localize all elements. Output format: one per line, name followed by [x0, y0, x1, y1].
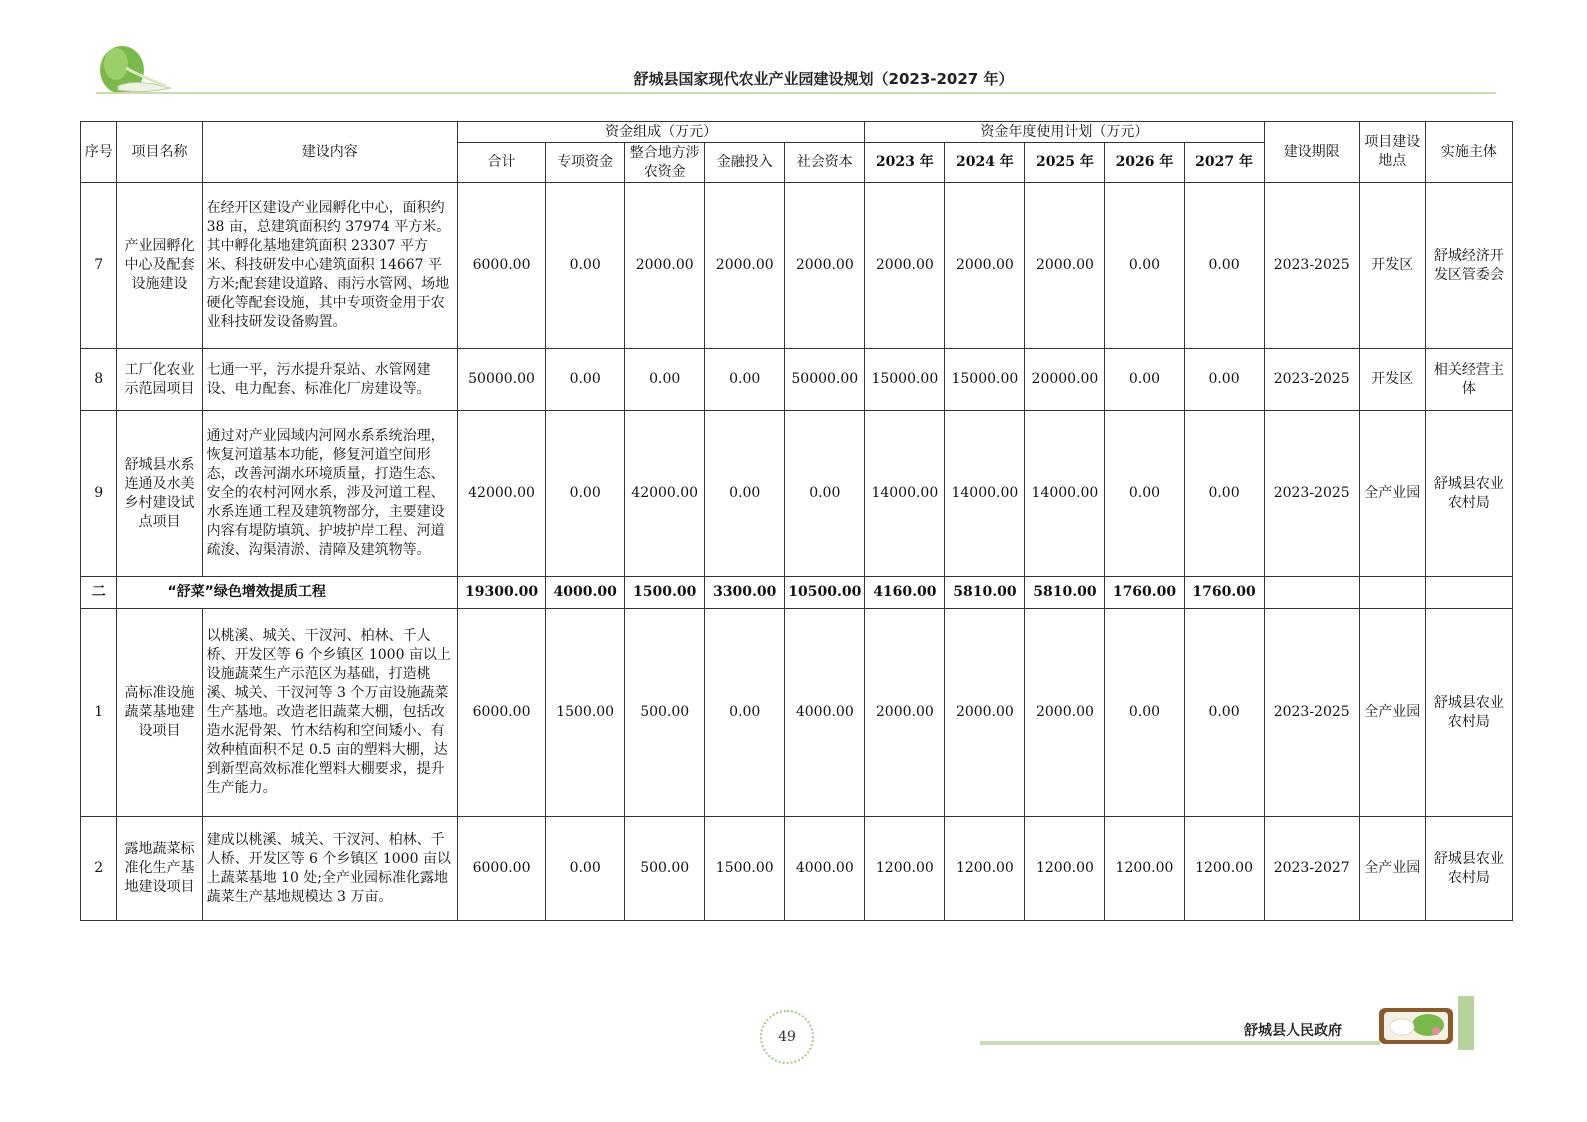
row-owner: 相关经营主体 — [1425, 349, 1512, 411]
row-value: 1200.00 — [865, 817, 945, 921]
row-value: 42000.00 — [457, 411, 545, 577]
row-period: 2023-2025 — [1264, 349, 1359, 411]
year-col-header: 2023 年 — [865, 143, 945, 183]
table-row — [81, 817, 1513, 921]
header-divider — [96, 92, 1496, 94]
row-content: 以桃溪、城关、干汊河、柏林、千人桥、开发区等 6 个乡镇区 1000 亩以上设施蔬菜生产示范区为基础，打造桃溪、城关、干汊河等 3 个万亩设施蔬菜生产基地。改造老旧蔬菜大棚，包括改造水泥骨架、竹木结构和空间矮小、有效种植面积不足 0.5 亩的塑料大棚，达到新型高效标准化塑料大棚要求，提升生产能力。 — [202, 609, 457, 817]
row-seq: 2 — [81, 817, 117, 921]
row-value: 0.00 — [546, 349, 625, 411]
row-value: 4000.00 — [785, 817, 865, 921]
row-period: 2023-2027 — [1264, 817, 1359, 921]
row-owner: 舒城县农业农村局 — [1425, 817, 1512, 921]
row-name: 工厂化农业示范园项目 — [117, 349, 202, 411]
row-content: 建成以桃溪、城关、干汊河、柏林、千人桥、开发区等 6 个乡镇区 1000 亩以上蔬菜基地 10 处;全产业园标准化露地蔬菜生产基地规模达 3 万亩。 — [202, 817, 457, 921]
year-col-header: 2025 年 — [1025, 143, 1105, 183]
fund-group-header: 资金组成（万元） — [457, 122, 864, 143]
row-value: 50000.00 — [457, 349, 545, 411]
row-owner: 舒城经济开发区管委会 — [1425, 183, 1512, 349]
row-value: 15000.00 — [945, 349, 1025, 411]
year-col-header: 2026 年 — [1105, 143, 1184, 183]
section-empty — [1425, 577, 1512, 609]
col-seq-header: 序号 — [81, 122, 117, 183]
row-value: 0.00 — [1184, 183, 1264, 349]
row-value: 2000.00 — [1025, 609, 1105, 817]
section-title: “舒菜”绿色增效提质工程 — [117, 577, 458, 609]
row-seq: 9 — [81, 411, 117, 577]
row-value: 0.00 — [1105, 609, 1184, 817]
row-name: 露地蔬菜标准化生产基地建设项目 — [117, 817, 202, 921]
section-value: 1760.00 — [1105, 577, 1184, 609]
row-owner: 舒城县农业农村局 — [1425, 609, 1512, 817]
section-value: 4160.00 — [865, 577, 945, 609]
section-row — [81, 577, 1513, 609]
year-col-header: 2027 年 — [1184, 143, 1264, 183]
row-location: 全产业园 — [1359, 817, 1425, 921]
row-value: 0.00 — [1105, 411, 1184, 577]
row-value: 20000.00 — [1025, 349, 1105, 411]
footer-divider — [980, 1041, 1380, 1045]
fund-col-header: 社会资本 — [785, 143, 865, 183]
row-value: 6000.00 — [457, 609, 545, 817]
row-value: 4000.00 — [785, 609, 865, 817]
section-value: 5810.00 — [1025, 577, 1105, 609]
row-value: 1200.00 — [1184, 817, 1264, 921]
section-value: 1500.00 — [625, 577, 705, 609]
row-value: 500.00 — [625, 609, 705, 817]
row-seq: 8 — [81, 349, 117, 411]
row-value: 1200.00 — [1025, 817, 1105, 921]
row-value: 0.00 — [546, 411, 625, 577]
table-row — [81, 183, 1513, 349]
row-value: 0.00 — [785, 411, 865, 577]
row-owner: 舒城县农业农村局 — [1425, 411, 1512, 577]
row-value: 0.00 — [625, 349, 705, 411]
row-period: 2023-2025 — [1264, 411, 1359, 577]
col-owner-header: 实施主体 — [1425, 122, 1512, 183]
row-value: 2000.00 — [1025, 183, 1105, 349]
fund-col-header: 整合地方涉农资金 — [625, 143, 705, 183]
fund-col-header: 专项资金 — [546, 143, 625, 183]
row-value: 42000.00 — [625, 411, 705, 577]
row-value: 2000.00 — [785, 183, 865, 349]
section-value: 19300.00 — [457, 577, 545, 609]
row-value: 6000.00 — [457, 817, 545, 921]
row-value: 0.00 — [705, 349, 785, 411]
section-value: 10500.00 — [785, 577, 865, 609]
row-location: 开发区 — [1359, 183, 1425, 349]
section-value: 4000.00 — [546, 577, 625, 609]
row-location: 全产业园 — [1359, 411, 1425, 577]
row-value: 0.00 — [1105, 349, 1184, 411]
row-value: 14000.00 — [945, 411, 1025, 577]
row-seq: 1 — [81, 609, 117, 817]
row-value: 0.00 — [546, 183, 625, 349]
year-col-header: 2024 年 — [945, 143, 1025, 183]
page-number: 49 — [760, 1010, 814, 1064]
row-value: 2000.00 — [865, 609, 945, 817]
row-location: 全产业园 — [1359, 609, 1425, 817]
year-group-header: 资金年度使用计划（万元） — [865, 122, 1264, 143]
row-value: 0.00 — [1105, 183, 1184, 349]
section-empty — [1264, 577, 1359, 609]
row-value: 2000.00 — [625, 183, 705, 349]
row-value: 1200.00 — [1105, 817, 1184, 921]
section-empty — [1359, 577, 1425, 609]
row-name: 舒城县水系连通及水美乡村建设试点项目 — [117, 411, 202, 577]
row-value: 0.00 — [705, 609, 785, 817]
footer-accent-bar — [1458, 996, 1474, 1050]
section-value: 5810.00 — [945, 577, 1025, 609]
table-row — [81, 411, 1513, 577]
table-row — [81, 349, 1513, 411]
row-value: 15000.00 — [865, 349, 945, 411]
row-name: 产业园孵化中心及配套设施建设 — [117, 183, 202, 349]
row-value: 1500.00 — [705, 817, 785, 921]
row-value: 6000.00 — [457, 183, 545, 349]
section-value: 1760.00 — [1184, 577, 1264, 609]
row-location: 开发区 — [1359, 349, 1425, 411]
row-value: 14000.00 — [1025, 411, 1105, 577]
row-value: 50000.00 — [785, 349, 865, 411]
row-value: 0.00 — [1184, 349, 1264, 411]
col-name-header: 项目名称 — [117, 122, 202, 183]
row-content: 在经开区建设产业园孵化中心，面积约 38 亩，总建筑面积约 37974 平方米。其中孵化基地建筑面积 23307 平方米、科技研发中心建筑面积 14667 平方米;配套建设道路、雨污水管网、场地硬化等配套设施，其中专项资金用于农业科技研发设备购置。 — [202, 183, 457, 349]
row-value: 2000.00 — [945, 609, 1025, 817]
row-value: 2000.00 — [945, 183, 1025, 349]
row-content: 通过对产业园域内河网水系系统治理，恢复河道基本功能，修复河道空间形态，改善河湖水环境质量，打造生态、安全的农村河网水系，涉及河道工程、水系连通工程及建筑物部分，主要建设内容有堤防填筑、护坡护岸工程、河道疏浚、沟渠清淤、清障及建筑物等。 — [202, 411, 457, 577]
row-value: 500.00 — [625, 817, 705, 921]
project-table — [80, 121, 1513, 921]
row-value: 2000.00 — [865, 183, 945, 349]
fund-col-header: 金融投入 — [705, 143, 785, 183]
row-value: 2000.00 — [705, 183, 785, 349]
row-value: 0.00 — [1184, 609, 1264, 817]
row-period: 2023-2025 — [1264, 609, 1359, 817]
row-value: 0.00 — [546, 817, 625, 921]
col-location-header: 项目建设地点 — [1359, 122, 1425, 183]
col-content-header: 建设内容 — [202, 122, 457, 183]
row-period: 2023-2025 — [1264, 183, 1359, 349]
col-period-header: 建设期限 — [1264, 122, 1359, 183]
fund-col-header: 合计 — [457, 143, 545, 183]
row-name: 高标准设施蔬菜基地建设项目 — [117, 609, 202, 817]
footer-org-name: 舒城县人民政府 — [1244, 1023, 1342, 1039]
row-seq: 7 — [81, 183, 117, 349]
table-row — [81, 609, 1513, 817]
row-value: 1500.00 — [546, 609, 625, 817]
section-seq: 二 — [81, 577, 117, 609]
row-value: 0.00 — [1184, 411, 1264, 577]
row-value: 1200.00 — [945, 817, 1025, 921]
vegetable-tray-icon — [1378, 1005, 1454, 1047]
row-value: 14000.00 — [865, 411, 945, 577]
row-content: 七通一平，污水提升泵站、水管网建设、电力配套、标准化厂房建设等。 — [202, 349, 457, 411]
row-value: 0.00 — [705, 411, 785, 577]
section-value: 3300.00 — [705, 577, 785, 609]
page-title: 舒城县国家现代农业产业园建设规划（2023-2027 年） — [633, 70, 1014, 88]
